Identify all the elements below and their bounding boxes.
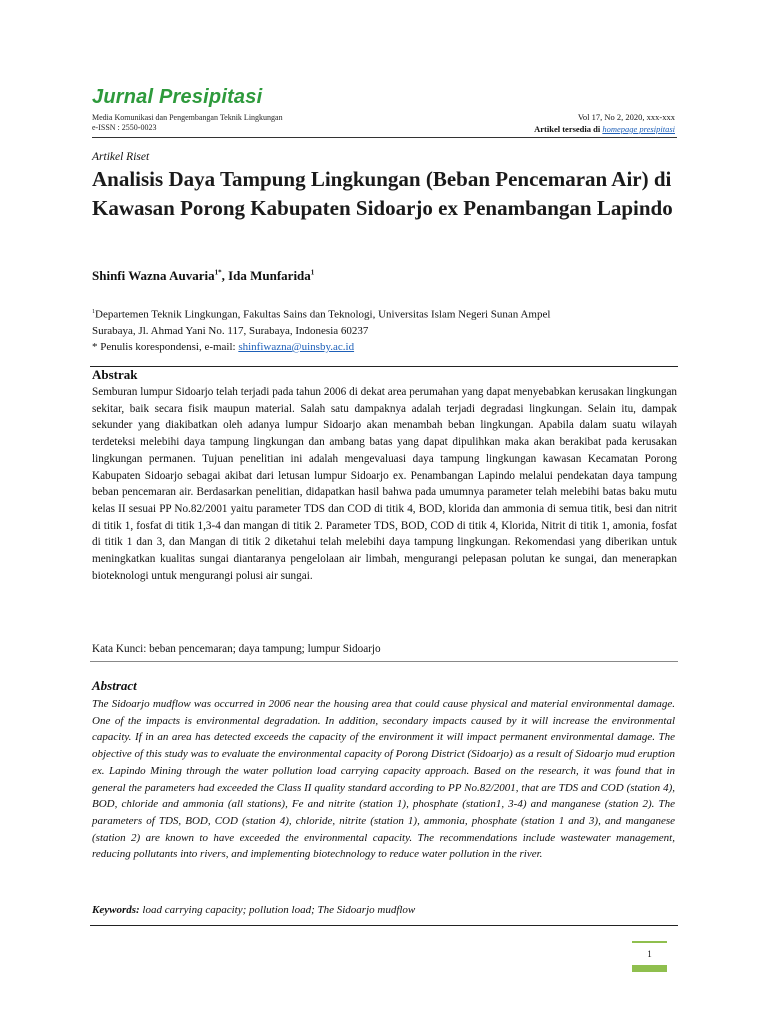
journal-description: Media Komunikasi dan Pengembangan Teknik Lingkungan <box>92 113 283 122</box>
author-name: Shinfi Wazna Auvaria <box>92 268 215 283</box>
abstract-heading: Abstract <box>92 678 137 693</box>
author-name: Ida Munfarida <box>228 268 311 283</box>
affiliation-block <box>92 304 682 355</box>
abstract-text: The Sidoarjo mudflow was occurred in 2006 near the housing area that could cause physical and material environmental damage. One of the impacts is environmental degradation. In addition, secondary impacts caused by it will increase the environmental capacity. If in an area has detected exceeds the capacity of the environment it will impact permanent environmental damage. The objective of this study was to evaluate the environmental capacity of Porong District (Sidoarjo) as a result of Sidoarjo mud eruption ex. Lapindo Mining through the water pollution load carrying capacity approach. Based on the research, it was found that in general the parameters had exceeded the Class II quality standard according to PP No.82/2001, that are TDS and COD (station 4), BOD, chloride and ammonia (all stations), Fe and nitrite (station 1), phosphate (station1, 3-4) and manganese (station 2). The parameters of TDS, BOD, COD (station 4), chloride, nitrite (station 1), ammonia, phosphate (station 1 and 3), and manganese (station 2) are known to have exceeded the environmental capacity. The recommendations include wastewater management, reducing pollutants into rivers, and implementing biotechnology to reduce water pollution in the river. <box>92 698 675 861</box>
author-superscript: 1 <box>310 268 315 277</box>
affiliation-address: Surabaya, Jl. Ahmad Yani No. 117, Surabaya, Indonesia 60237 <box>92 324 369 337</box>
article-type: Artikel Riset <box>92 151 150 163</box>
correspondence-line <box>92 339 682 355</box>
abstrak-text: Semburan lumpur Sidoarjo telah terjadi pada tahun 2006 di dekat area perumahan yang dapat menyebabkan kerusakan lingkungan sekitar, baik secara fisik maupun material. Salah satu dampaknya adalah terjadi degradasi lingkungan. Selain itu, dampak sekunder yang diakibatkan oleh adanya lumpur Sidoarjo akan menambah beban lingkungan. Apabila dalam suatu wilayah terdeteksi melebihi daya tampung lingkungan dan ambang batas yang dapat dipulihkan maka akan berakibat pada kerusakan lingkungan permanen. Tujuan penelitian ini adalah mengevaluasi daya tampung lingkungan kawasan Kecamatan Porong Kabupaten Sidoarjo sebagai akibat dari letusan lumpur Sidoarjo ex. Penambangan Lapindo melalui pendekatan daya tampung beban pencemaran air. Berdasarkan penelitian, didapatkan hasil bahwa pada umumnya parameter telah melebihi batas baku mutu kelas II sesuai PP No.82/2001 yaitu parameter TDS dan COD di titik 4, BOD, klorida dan ammonia di semua titik, besi dan nitrit di titik 1, fosfat di titik 1,3-4 dan mangan di titik 2. Parameter TDS, BOD, COD di titik 4, Klorida, Nitrit di titik 1, amonia, fosfat di titik 1 dan 3, dan Mangan di titik 2 diketahui telah melebihi daya tampung lingkungan. Rekomendasi yang diberikan untuk meningkatkan kualitas sungai diantaranya pengelolaan air limbah, mengurangi pelepasan polutan ke sungai, dan menerapkan bioteknologi untuk mengurangi polusi air sungai. <box>92 386 677 582</box>
keywords-text: load carrying capacity; pollution load; The Sidoarjo mudflow <box>139 904 416 916</box>
email-link[interactable]: shinfiwazna@uinsby.ac.id <box>238 340 355 353</box>
affiliation-superscript: 1 <box>92 309 95 315</box>
affiliation-line <box>92 304 682 323</box>
volume-info: Vol 17, No 2, 2020, xxx-xxx <box>577 112 675 122</box>
abstract-keywords <box>92 904 415 916</box>
abstrak-heading: Abstrak <box>92 367 138 382</box>
correspondence-prefix: * Penulis korespondensi, e-mail: <box>92 340 239 353</box>
header-volume-block <box>534 111 675 135</box>
abstract-divider <box>90 925 678 926</box>
abstrak-keywords: Kata Kunci: beban pencemaran; daya tampung; lumpur Sidoarjo <box>92 643 381 655</box>
author-list <box>92 268 314 284</box>
journal-name: Jurnal Presipitasi <box>92 86 263 108</box>
page-number: 1 <box>632 941 667 972</box>
author-separator: , <box>221 268 229 283</box>
journal-issn: e-ISSN : 2550-0023 <box>92 123 157 132</box>
affiliation-text: Departemen Teknik Lingkungan, Fakultas Sains dan Teknologi, Universitas Islam Negeri Sunan Ampel <box>95 308 551 321</box>
author-superscript: 1* <box>214 268 222 277</box>
journal-subtitle <box>92 113 283 133</box>
availability-prefix: Artikel tersedia di <box>534 124 601 134</box>
article-title: Analisis Daya Tampung Lingkungan (Beban Pencemaran Air) di Kawasan Porong Kabupaten Sidoarjo ex Penambangan Lapindo <box>92 167 673 220</box>
header-divider <box>92 137 677 138</box>
keywords-label: Keywords: <box>92 904 140 916</box>
homepage-link[interactable]: homepage presipitasi <box>602 124 675 134</box>
availability-line <box>534 123 675 135</box>
